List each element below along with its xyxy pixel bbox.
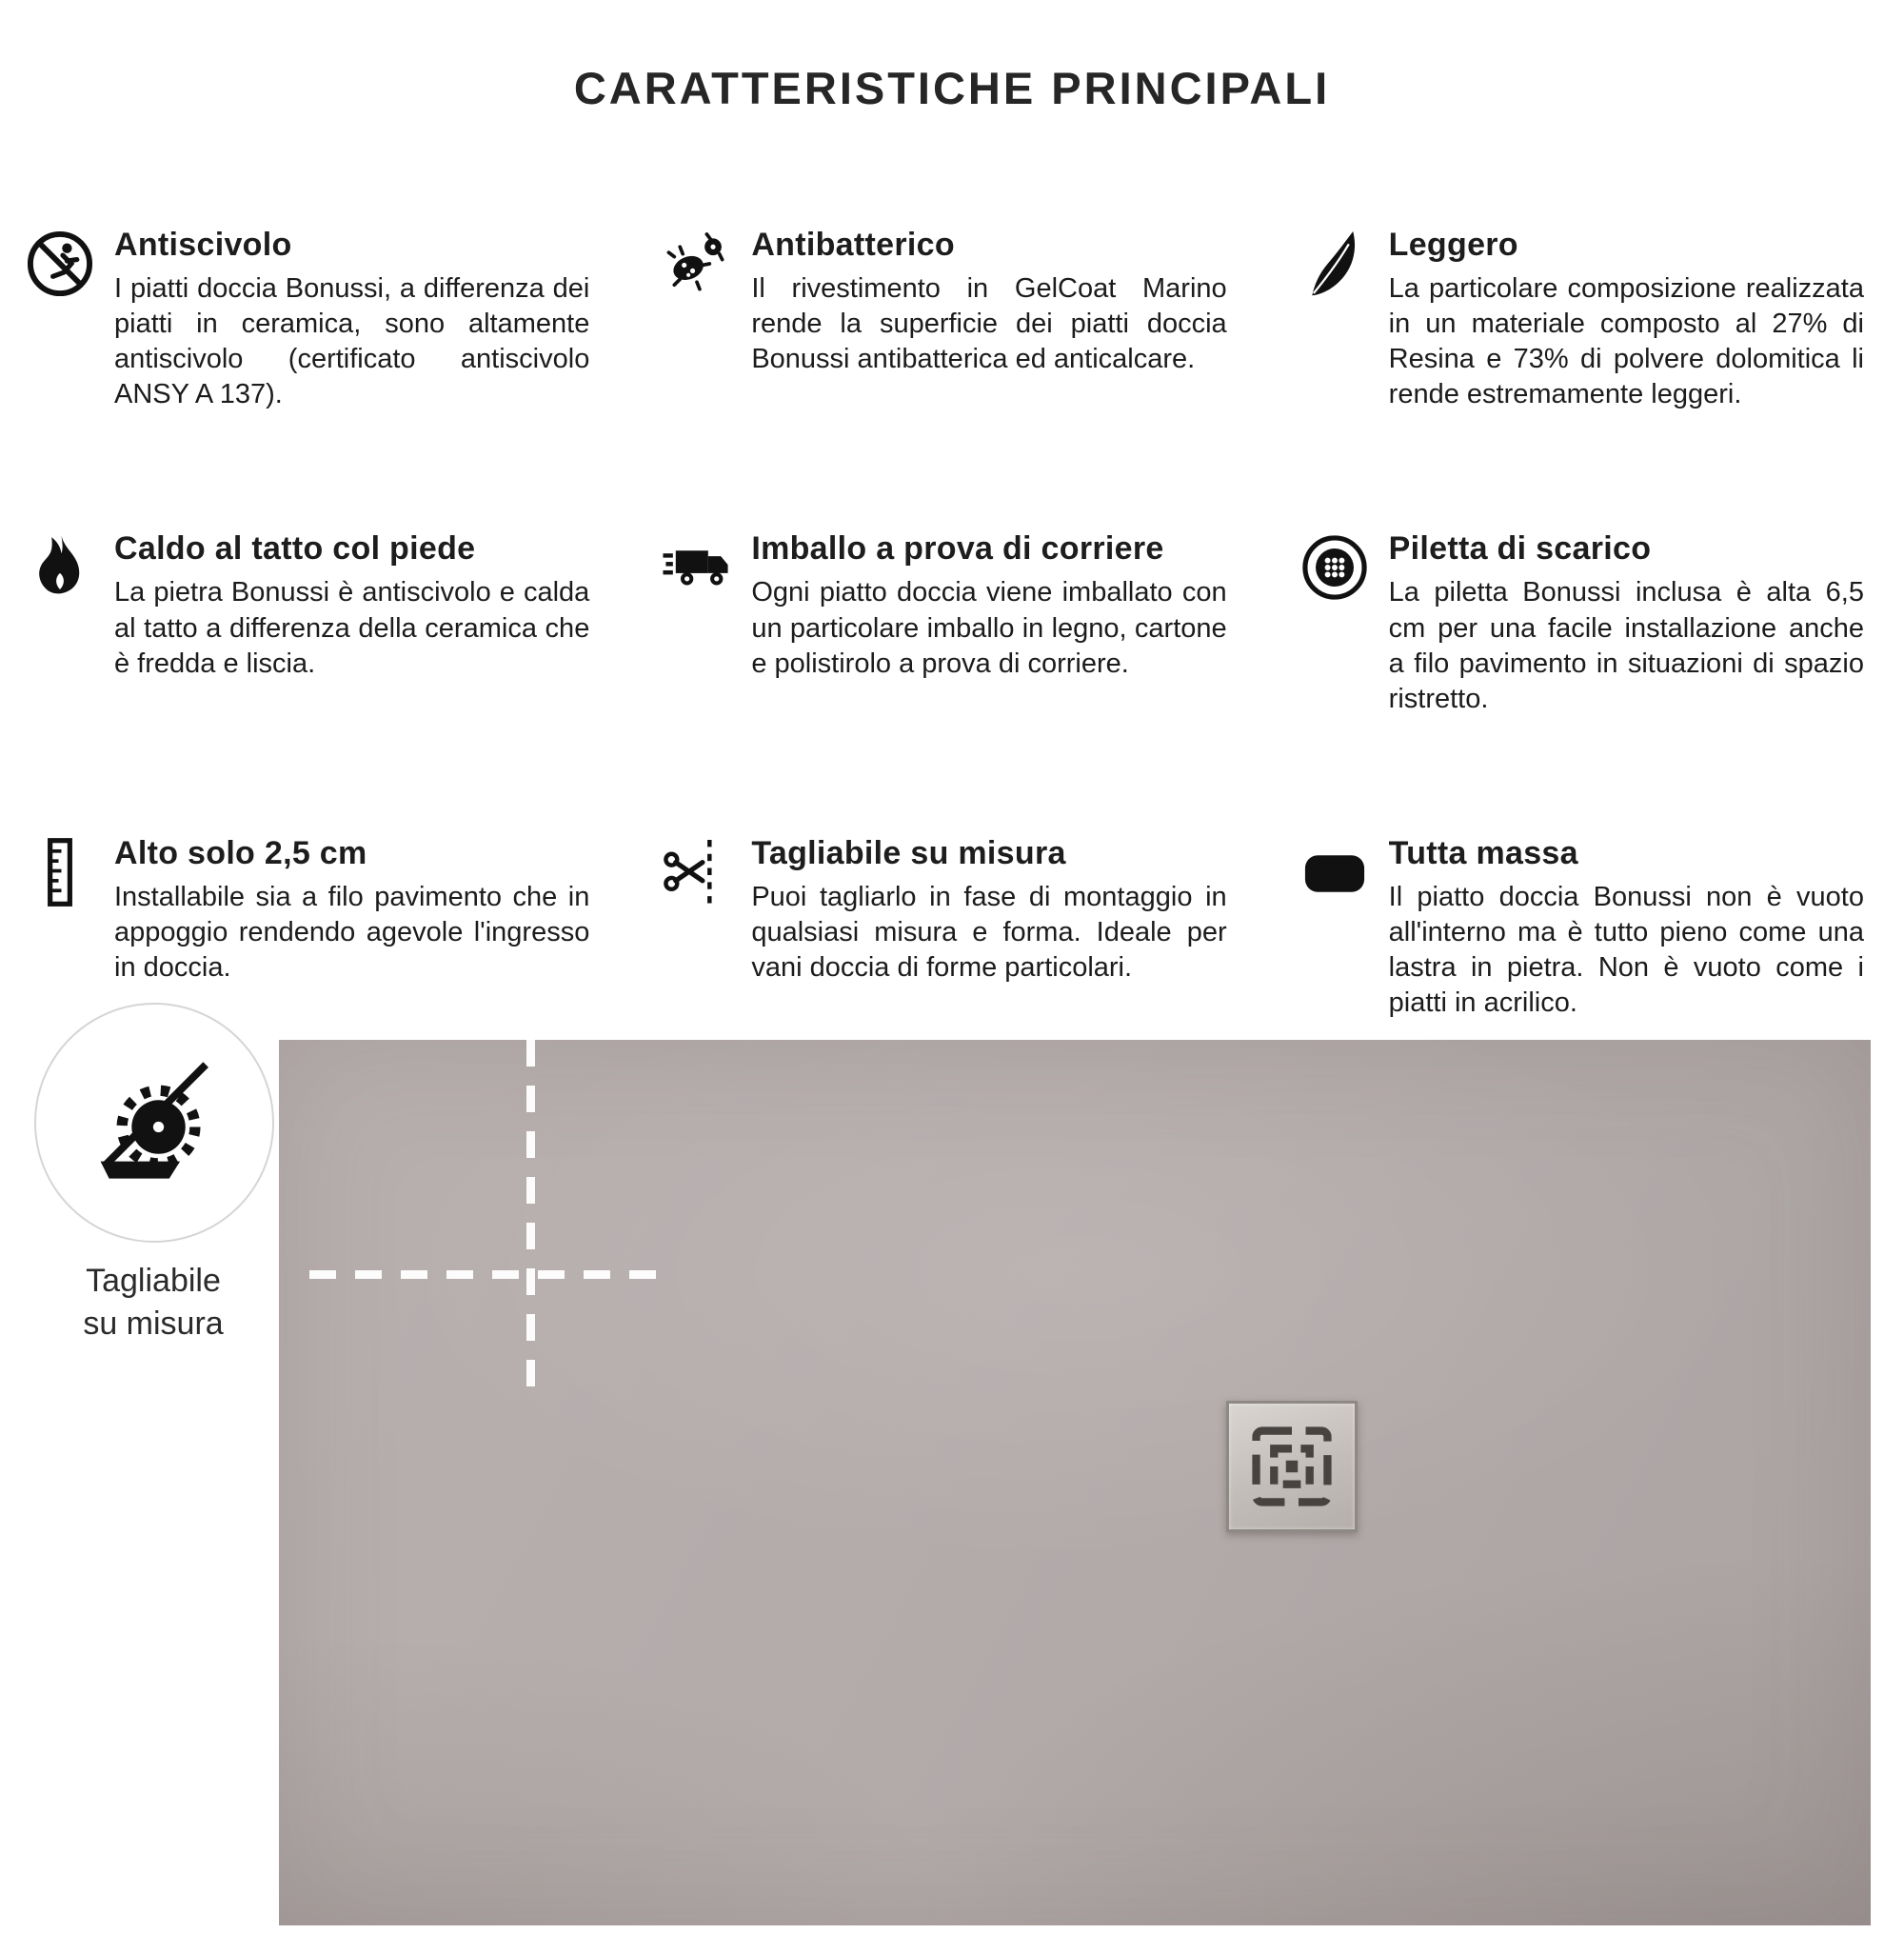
circular-saw-icon [79,1047,229,1198]
drain-icon [1288,530,1370,603]
feature-alto-25cm [13,835,589,1021]
feature-antibatterico [650,227,1226,412]
caption-line-1: Tagliabile [86,1263,221,1300]
feature-title: Antiscivolo [114,226,292,263]
feather-icon [1288,227,1370,299]
feature-leggero [1288,227,1864,412]
solid-mass-icon [1288,835,1370,907]
feature-title: Tagliabile su misura [751,834,1066,871]
feature-body: Ogni piatto doccia viene imballato con un particolare imballo in legno, cartone e polistirolo a prova di corriere. [751,577,1227,679]
feature-body: La piletta Bonussi inclusa è alta 6,5 cm per una facile installazione anche a filo pavimento in situazioni di spazio ristretto. [1388,577,1864,714]
feature-title: Tutta massa [1388,834,1578,871]
feature-piletta [1288,530,1864,716]
feature-body: Puoi tagliarlo in fase di montaggio in qualsiasi misura e forma. Ideale per vani doccia di forme particolari. [751,881,1227,984]
page-title: CARATTERISTICHE PRINCIPALI [573,63,1331,114]
feature-body: La particolare composizione realizzata in un materiale composto al 27% di Resina e 73% di polvere dolomitica li rende estremamente leggeri. [1388,272,1864,410]
no-slip-icon [13,227,95,299]
cut-mark-horizontal [309,1270,664,1279]
scissors-cut-icon [650,835,732,907]
cut-to-size-caption [17,1260,289,1344]
feature-tagliabile [650,835,1226,1021]
feature-body: I piatti doccia Bonussi, a differenza dei piatti in ceramica, sono altamente antiscivolo (certificato antiscivolo ANSY A 137). [114,272,590,410]
feature-body: La pietra Bonussi è antiscivolo e calda al tatto a differenza della ceramica che è fredda e liscia. [114,577,590,679]
feature-title: Antibatterico [751,226,955,263]
square-drain-cover [1226,1401,1358,1532]
truck-icon [650,530,732,603]
feature-tutta-massa [1288,835,1864,1021]
feature-title: Leggero [1388,226,1518,263]
caption-line-2: su misura [83,1305,224,1342]
feature-caldo-al-tatto [13,530,589,716]
feature-antiscivolo [13,227,589,412]
feature-title: Piletta di scarico [1388,530,1652,568]
shower-tray-photo [279,1040,1871,1925]
features-grid [0,145,1904,1021]
feature-body: Il rivestimento in GelCoat Marino rende la superficie dei piatti doccia Bonussi antibatterica ed anticalcare. [751,272,1227,375]
feature-title: Caldo al tatto col piede [114,530,476,568]
feature-imballo [650,530,1226,716]
bacteria-icon [650,227,732,299]
ruler-icon [13,835,95,907]
feature-body: Il piatto doccia Bonussi non è vuoto all'interno ma è tutto pieno come una lastra in pietra. Non è vuoto come i piatti in acrilico. [1388,881,1864,1019]
feature-title: Alto solo 2,5 cm [114,834,367,871]
cut-to-size-badge [34,1003,274,1243]
cut-mark-vertical [526,1040,535,1400]
feature-title: Imballo a prova di corriere [751,530,1164,568]
feature-body: Installabile sia a filo pavimento che in appoggio rendendo agevole l'ingresso in doccia. [114,881,590,984]
flame-icon [13,530,95,603]
